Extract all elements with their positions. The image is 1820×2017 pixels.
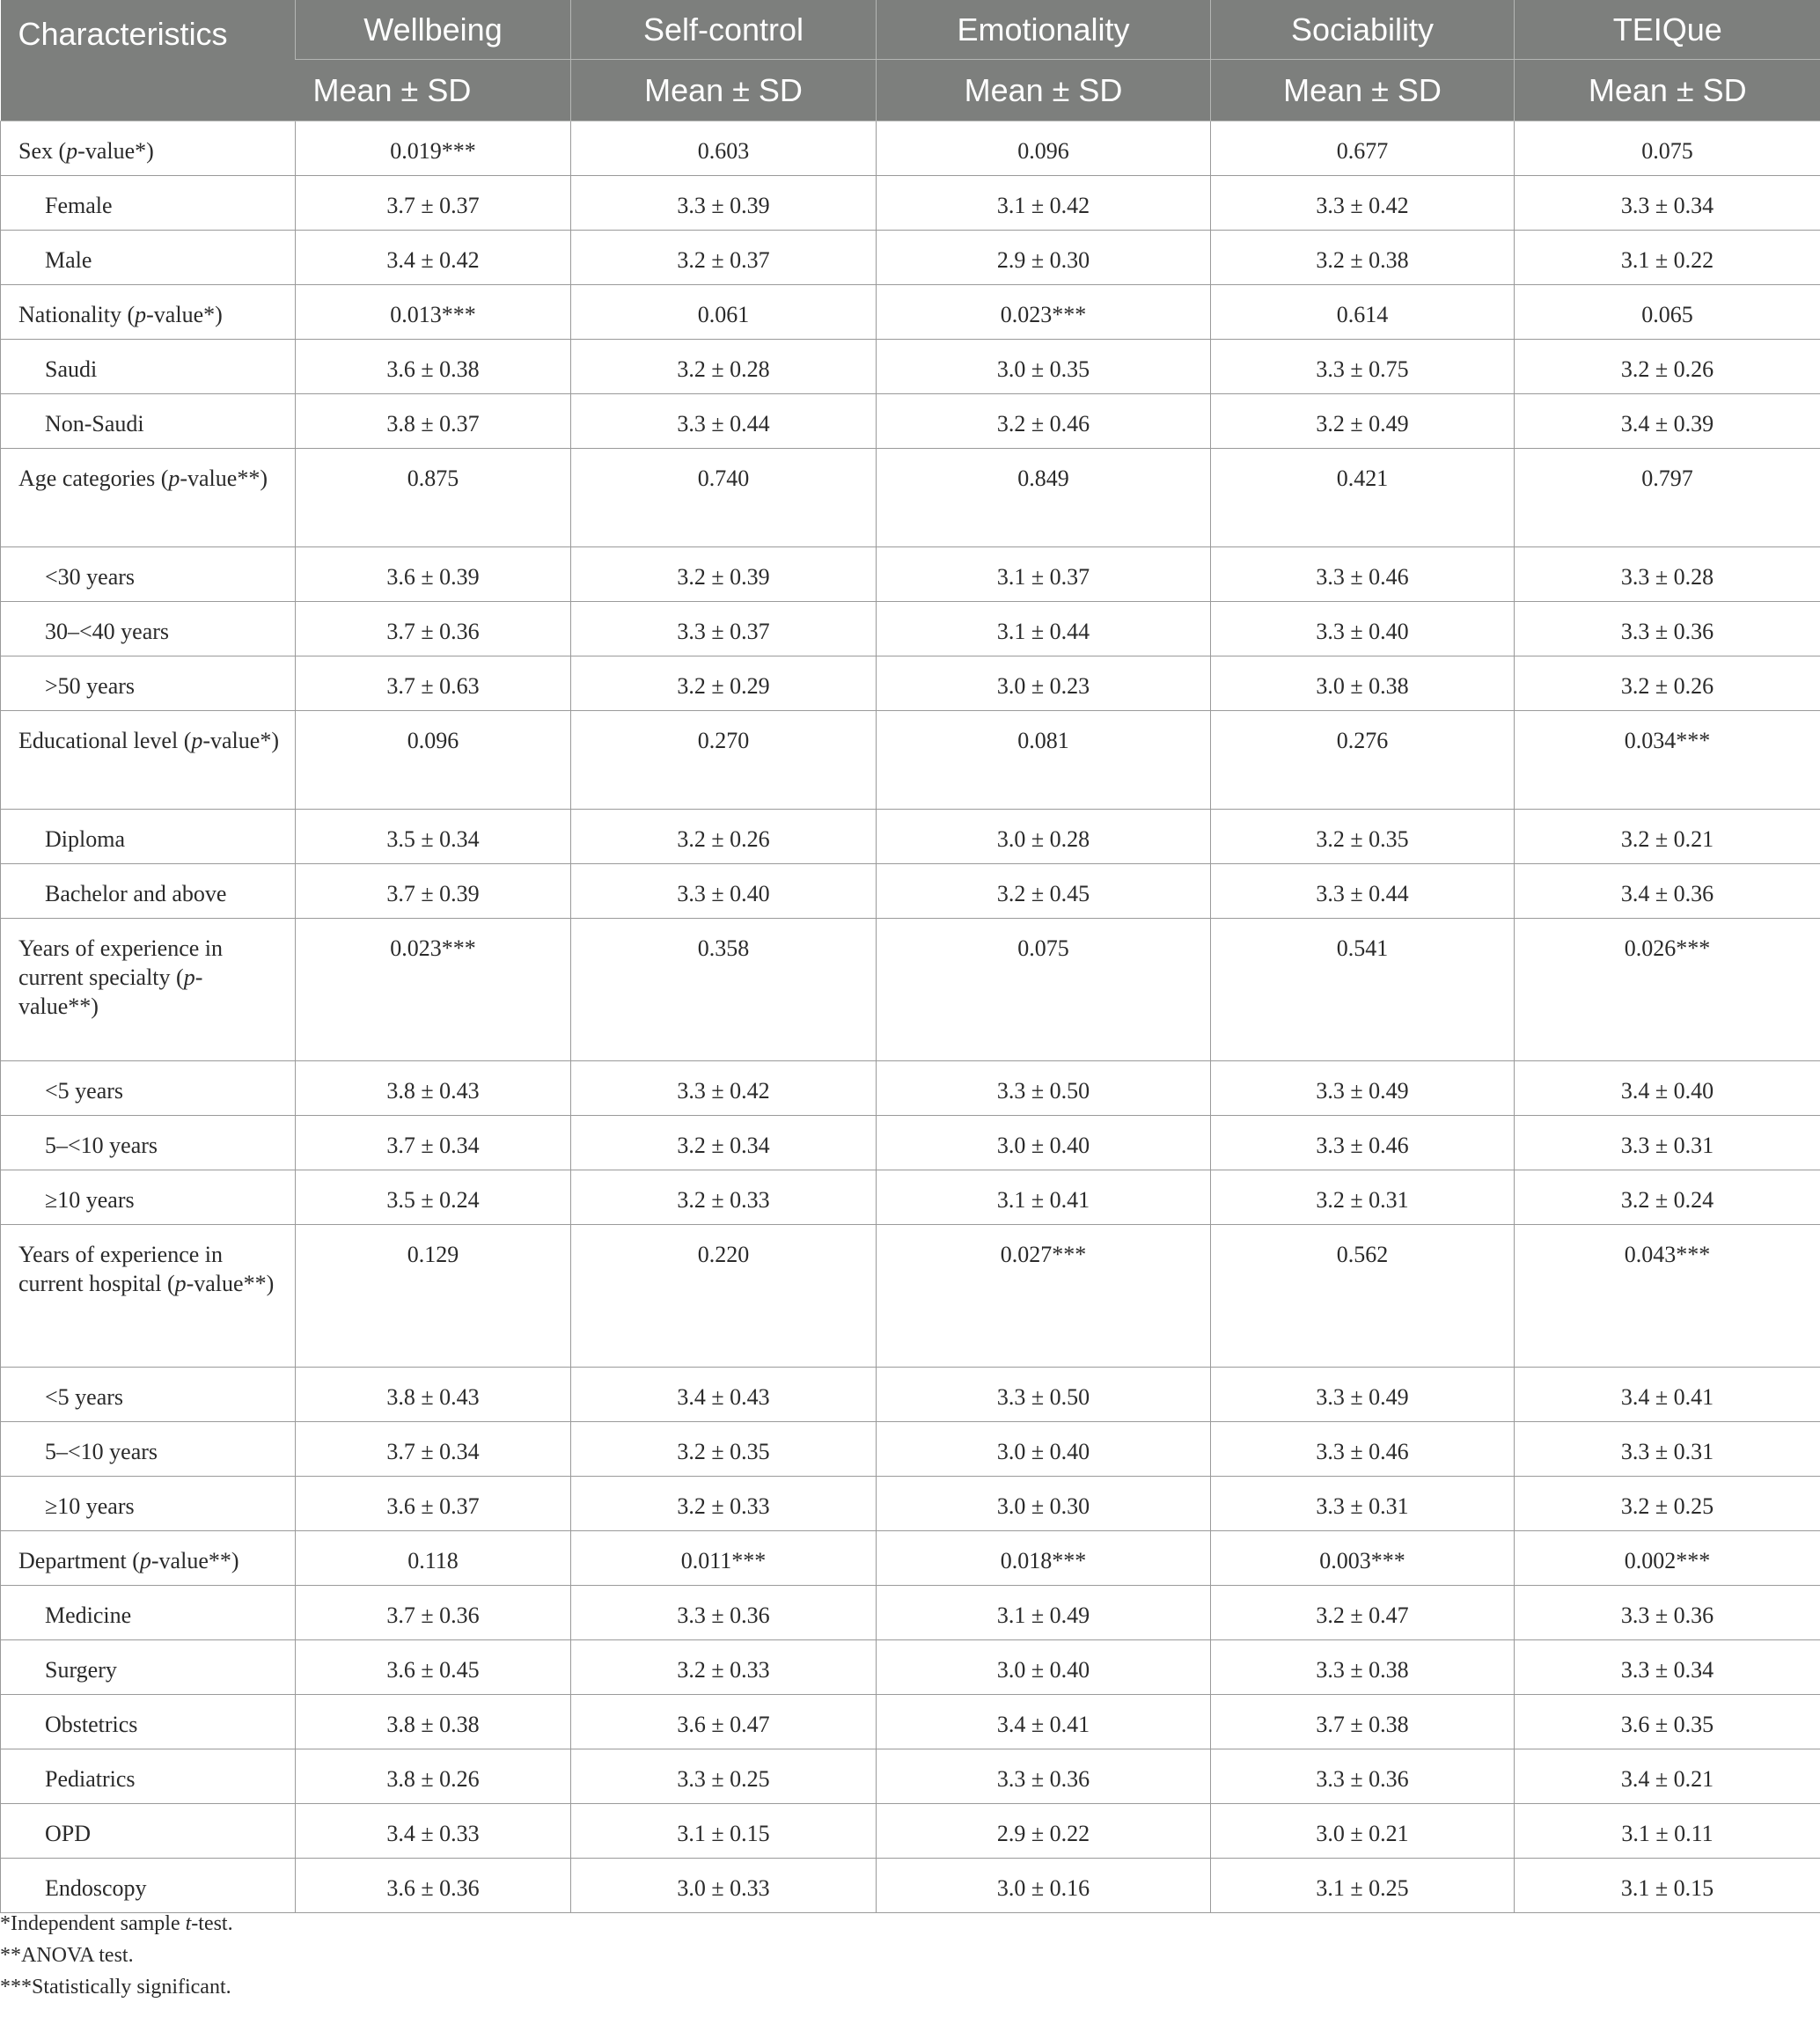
row-label: Pediatrics (1, 1749, 296, 1804)
row-label: Medicine (1, 1586, 296, 1640)
table-row (1, 231, 1820, 285)
cell-value: 0.013*** (296, 285, 571, 340)
cell-value: 3.3 ± 0.38 (1211, 1640, 1515, 1695)
header-mean-sd: Mean ± SD (1515, 60, 1820, 121)
cell-value: 3.2 ± 0.33 (571, 1477, 877, 1531)
header-emotionality: Emotionality (877, 0, 1211, 60)
cell-value: 3.5 ± 0.34 (296, 810, 571, 864)
table-group-row (1, 1531, 1820, 1586)
cell-value: 3.5 ± 0.24 (296, 1170, 571, 1225)
cell-value: 3.2 ± 0.25 (1515, 1477, 1820, 1531)
cell-value: 3.4 ± 0.40 (1515, 1061, 1820, 1116)
table-row (1, 1422, 1820, 1477)
cell-value: 3.6 ± 0.35 (1515, 1695, 1820, 1749)
cell-value: 3.4 ± 0.41 (877, 1695, 1211, 1749)
cell-value: 3.2 ± 0.21 (1515, 810, 1820, 864)
row-label: <30 years (1, 547, 296, 602)
cell-value: 3.3 ± 0.36 (1515, 602, 1820, 656)
cell-value: 3.3 ± 0.36 (571, 1586, 877, 1640)
cell-value: 3.4 ± 0.39 (1515, 394, 1820, 449)
cell-value: 3.3 ± 0.36 (1211, 1749, 1515, 1804)
group-label: Years of experience in current hospital (p-value**) (1, 1225, 296, 1368)
cell-value: 3.7 ± 0.37 (296, 176, 571, 231)
footnote-significant: ***Statistically significant. (0, 1976, 231, 1999)
cell-value: 3.2 ± 0.35 (571, 1422, 877, 1477)
cell-value: 3.3 ± 0.40 (571, 864, 877, 919)
table-row (1, 1061, 1820, 1116)
row-label: ≥10 years (1, 1170, 296, 1225)
cell-value: 3.0 ± 0.33 (571, 1859, 877, 1913)
cell-value: 3.4 ± 0.21 (1515, 1749, 1820, 1804)
cell-value: 0.065 (1515, 285, 1820, 340)
cell-value: 3.3 ± 0.34 (1515, 176, 1820, 231)
table-row (1, 394, 1820, 449)
cell-value: 3.7 ± 0.36 (296, 602, 571, 656)
cell-value: 3.4 ± 0.33 (296, 1804, 571, 1859)
cell-value: 3.3 ± 0.31 (1515, 1422, 1820, 1477)
table-row (1, 1586, 1820, 1640)
cell-value: 0.002*** (1515, 1531, 1820, 1586)
group-label: Years of experience in current specialty (p-value**) (1, 919, 296, 1061)
cell-value: 3.6 ± 0.45 (296, 1640, 571, 1695)
cell-value: 2.9 ± 0.30 (877, 231, 1211, 285)
table-row (1, 810, 1820, 864)
row-label: 30–<40 years (1, 602, 296, 656)
cell-value: 3.7 ± 0.34 (296, 1422, 571, 1477)
cell-value: 3.8 ± 0.43 (296, 1061, 571, 1116)
cell-value: 3.1 ± 0.49 (877, 1586, 1211, 1640)
table-row (1, 1477, 1820, 1531)
header-mean-sd: Mean ± SD (571, 60, 877, 121)
cell-value: 3.2 ± 0.38 (1211, 231, 1515, 285)
row-label: 5–<10 years (1, 1116, 296, 1170)
row-label: Male (1, 231, 296, 285)
row-label: <5 years (1, 1368, 296, 1422)
table-row (1, 340, 1820, 394)
cell-value: 3.7 ± 0.36 (296, 1586, 571, 1640)
cell-value: 3.1 ± 0.42 (877, 176, 1211, 231)
footnotes (0, 1908, 233, 2003)
cell-value: 3.3 ± 0.40 (1211, 602, 1515, 656)
cell-value: 0.220 (571, 1225, 877, 1368)
table-row (1, 1804, 1820, 1859)
cell-value: 3.3 ± 0.75 (1211, 340, 1515, 394)
header-mean-sd: Mean ± SD (877, 60, 1211, 121)
cell-value: 3.0 ± 0.21 (1211, 1804, 1515, 1859)
table-row (1, 1116, 1820, 1170)
table-group-row (1, 285, 1820, 340)
cell-value: 3.8 ± 0.37 (296, 394, 571, 449)
cell-value: 3.7 ± 0.39 (296, 864, 571, 919)
cell-value: 3.2 ± 0.29 (571, 656, 877, 711)
row-label: Surgery (1, 1640, 296, 1695)
cell-value: 0.129 (296, 1225, 571, 1368)
cell-value: 3.0 ± 0.30 (877, 1477, 1211, 1531)
cell-value: 3.3 ± 0.36 (877, 1749, 1211, 1804)
cell-value: 3.3 ± 0.37 (571, 602, 877, 656)
table-row (1, 1368, 1820, 1422)
cell-value: 3.2 ± 0.45 (877, 864, 1211, 919)
table-row (1, 176, 1820, 231)
header-self-control: Self-control (571, 0, 877, 60)
cell-value: 3.3 ± 0.25 (571, 1749, 877, 1804)
cell-value: 0.075 (1515, 121, 1820, 176)
header-wellbeing: Wellbeing (296, 0, 571, 60)
table-group-row (1, 1225, 1820, 1368)
cell-value: 0.043*** (1515, 1225, 1820, 1368)
cell-value: 0.358 (571, 919, 877, 1061)
table-row (1, 1640, 1820, 1695)
cell-value: 0.118 (296, 1531, 571, 1586)
cell-value: 3.2 ± 0.33 (571, 1170, 877, 1225)
cell-value: 3.6 ± 0.38 (296, 340, 571, 394)
cell-value: 0.740 (571, 449, 877, 547)
cell-value: 3.3 ± 0.42 (1211, 176, 1515, 231)
cell-value: 0.797 (1515, 449, 1820, 547)
row-label: <5 years (1, 1061, 296, 1116)
cell-value: 3.3 ± 0.50 (877, 1368, 1211, 1422)
cell-value: 3.0 ± 0.28 (877, 810, 1211, 864)
cell-value: 0.019*** (296, 121, 571, 176)
cell-value: 0.034*** (1515, 711, 1820, 810)
group-label: Department (p-value**) (1, 1531, 296, 1586)
cell-value: 3.2 ± 0.26 (1515, 656, 1820, 711)
cell-value: 0.096 (296, 711, 571, 810)
cell-value: 3.1 ± 0.25 (1211, 1859, 1515, 1913)
cell-value: 3.4 ± 0.42 (296, 231, 571, 285)
row-label: Obstetrics (1, 1695, 296, 1749)
row-label: Saudi (1, 340, 296, 394)
table-row (1, 1695, 1820, 1749)
cell-value: 0.276 (1211, 711, 1515, 810)
row-label: 5–<10 years (1, 1422, 296, 1477)
cell-value: 3.2 ± 0.46 (877, 394, 1211, 449)
cell-value: 0.003*** (1211, 1531, 1515, 1586)
cell-value: 0.026*** (1515, 919, 1820, 1061)
footnote-anova: **ANOVA test. (0, 1944, 134, 1967)
cell-value: 3.8 ± 0.26 (296, 1749, 571, 1804)
cell-value: 3.2 ± 0.26 (571, 810, 877, 864)
table-row (1, 547, 1820, 602)
header-sociability: Sociability (1211, 0, 1515, 60)
cell-value: 3.0 ± 0.40 (877, 1422, 1211, 1477)
group-label: Educational level (p-value*) (1, 711, 296, 810)
cell-value: 0.875 (296, 449, 571, 547)
cell-value: 3.3 ± 0.46 (1211, 547, 1515, 602)
cell-value: 3.0 ± 0.38 (1211, 656, 1515, 711)
cell-value: 3.3 ± 0.28 (1515, 547, 1820, 602)
cell-value: 3.0 ± 0.35 (877, 340, 1211, 394)
cell-value: 0.011*** (571, 1531, 877, 1586)
table-body (1, 121, 1820, 1913)
row-label: Bachelor and above (1, 864, 296, 919)
cell-value: 3.4 ± 0.36 (1515, 864, 1820, 919)
table-header (1, 0, 1820, 121)
table-row (1, 864, 1820, 919)
cell-value: 3.2 ± 0.35 (1211, 810, 1515, 864)
row-label: Endoscopy (1, 1859, 296, 1913)
cell-value: 3.3 ± 0.46 (1211, 1116, 1515, 1170)
cell-value: 3.2 ± 0.39 (571, 547, 877, 602)
row-label: Non-Saudi (1, 394, 296, 449)
cell-value: 3.1 ± 0.37 (877, 547, 1211, 602)
cell-value: 3.0 ± 0.40 (877, 1116, 1211, 1170)
cell-value: 3.1 ± 0.22 (1515, 231, 1820, 285)
table-row (1, 602, 1820, 656)
cell-value: 3.3 ± 0.49 (1211, 1061, 1515, 1116)
header-mean-sd: Mean ± SD (296, 60, 571, 121)
table-row (1, 1170, 1820, 1225)
cell-value: 3.2 ± 0.49 (1211, 394, 1515, 449)
cell-value: 3.3 ± 0.39 (571, 176, 877, 231)
cell-value: 3.1 ± 0.15 (571, 1804, 877, 1859)
cell-value: 3.8 ± 0.43 (296, 1368, 571, 1422)
group-label: Nationality (p-value*) (1, 285, 296, 340)
cell-value: 3.3 ± 0.31 (1211, 1477, 1515, 1531)
cell-value: 3.1 ± 0.44 (877, 602, 1211, 656)
cell-value: 0.677 (1211, 121, 1515, 176)
cell-value: 3.2 ± 0.28 (571, 340, 877, 394)
cell-value: 3.3 ± 0.34 (1515, 1640, 1820, 1695)
cell-value: 3.7 ± 0.63 (296, 656, 571, 711)
cell-value: 3.2 ± 0.37 (571, 231, 877, 285)
cell-value: 3.1 ± 0.41 (877, 1170, 1211, 1225)
table-group-row (1, 449, 1820, 547)
cell-value: 3.2 ± 0.26 (1515, 340, 1820, 394)
table-row (1, 1749, 1820, 1804)
cell-value: 3.6 ± 0.36 (296, 1859, 571, 1913)
cell-value: 3.3 ± 0.49 (1211, 1368, 1515, 1422)
cell-value: 2.9 ± 0.22 (877, 1804, 1211, 1859)
cell-value: 0.562 (1211, 1225, 1515, 1368)
cell-value: 0.541 (1211, 919, 1515, 1061)
cell-value: 0.023*** (296, 919, 571, 1061)
cell-value: 3.3 ± 0.36 (1515, 1586, 1820, 1640)
cell-value: 0.075 (877, 919, 1211, 1061)
cell-value: 3.3 ± 0.44 (1211, 864, 1515, 919)
cell-value: 0.023*** (877, 285, 1211, 340)
table-group-row (1, 919, 1820, 1061)
cell-value: 3.0 ± 0.16 (877, 1859, 1211, 1913)
cell-value: 3.7 ± 0.34 (296, 1116, 571, 1170)
cell-value: 3.6 ± 0.37 (296, 1477, 571, 1531)
cell-value: 3.0 ± 0.40 (877, 1640, 1211, 1695)
cell-value: 0.614 (1211, 285, 1515, 340)
cell-value: 3.4 ± 0.43 (571, 1368, 877, 1422)
table-row (1, 1859, 1820, 1913)
cell-value: 3.2 ± 0.34 (571, 1116, 877, 1170)
footnote-t-test: *Independent sample t-test. (0, 1912, 233, 1935)
cell-value: 0.849 (877, 449, 1211, 547)
cell-value: 3.6 ± 0.47 (571, 1695, 877, 1749)
cell-value: 0.027*** (877, 1225, 1211, 1368)
table-group-row (1, 711, 1820, 810)
cell-value: 0.018*** (877, 1531, 1211, 1586)
cell-value: 3.4 ± 0.41 (1515, 1368, 1820, 1422)
cell-value: 0.270 (571, 711, 877, 810)
row-label: Female (1, 176, 296, 231)
cell-value: 3.2 ± 0.47 (1211, 1586, 1515, 1640)
row-label: OPD (1, 1804, 296, 1859)
cell-value: 3.3 ± 0.44 (571, 394, 877, 449)
group-label: Sex (p-value*) (1, 121, 296, 176)
cell-value: 3.8 ± 0.38 (296, 1695, 571, 1749)
row-label: >50 years (1, 656, 296, 711)
row-label: Diploma (1, 810, 296, 864)
cell-value: 0.081 (877, 711, 1211, 810)
cell-value: 0.096 (877, 121, 1211, 176)
group-label: Age categories (p-value**) (1, 449, 296, 547)
row-label: ≥10 years (1, 1477, 296, 1531)
table-group-row (1, 121, 1820, 176)
cell-value: 3.2 ± 0.33 (571, 1640, 877, 1695)
header-characteristics: Characteristics (1, 0, 296, 121)
cell-value: 3.3 ± 0.42 (571, 1061, 877, 1116)
cell-value: 3.0 ± 0.23 (877, 656, 1211, 711)
cell-value: 3.3 ± 0.31 (1515, 1116, 1820, 1170)
cell-value: 3.1 ± 0.11 (1515, 1804, 1820, 1859)
cell-value: 0.603 (571, 121, 877, 176)
cell-value: 3.3 ± 0.46 (1211, 1422, 1515, 1477)
header-teique: TEIQue (1515, 0, 1820, 60)
cell-value: 3.6 ± 0.39 (296, 547, 571, 602)
cell-value: 3.2 ± 0.31 (1211, 1170, 1515, 1225)
cell-value: 3.7 ± 0.38 (1211, 1695, 1515, 1749)
cell-value: 3.1 ± 0.15 (1515, 1859, 1820, 1913)
header-mean-sd: Mean ± SD (1211, 60, 1515, 121)
table-row (1, 656, 1820, 711)
cell-value: 3.2 ± 0.24 (1515, 1170, 1820, 1225)
cell-value: 0.421 (1211, 449, 1515, 547)
cell-value: 3.3 ± 0.50 (877, 1061, 1211, 1116)
cell-value: 0.061 (571, 285, 877, 340)
